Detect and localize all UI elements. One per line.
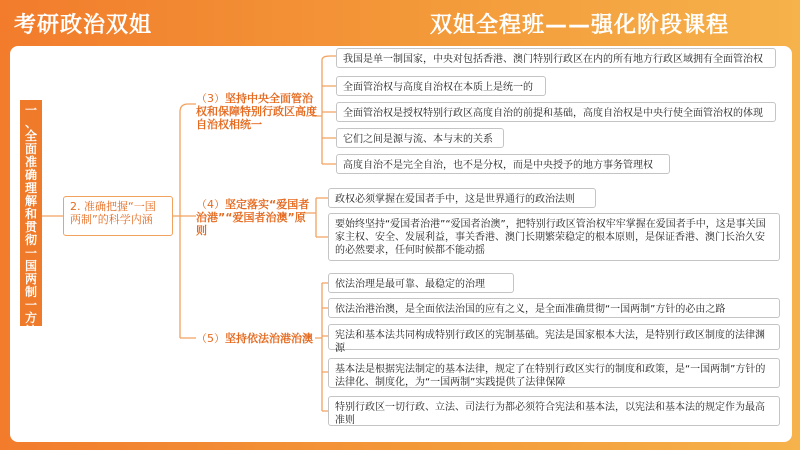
header-right-title: 双姐全程班——强化阶段课程 [430, 13, 730, 38]
sidebar-char: 解 [24, 194, 37, 208]
leaf-3-5: 高度自治不是完全自治，也不是分权，而是中央授予的地方事务管理权 [336, 154, 670, 174]
sidebar-char: 理 [24, 181, 37, 195]
leaf-4-2: 要始终坚持“爱国者治港”“爱国者治澳”，把特别行政区管治权牢牢掌握在爱国者手中，这是事关国家主权、安全、发展利益，事关香港、澳门长期繁荣稳定的根本原则，是保证香港、澳门长治久安的必然要求，任何时候都不能动摇 [328, 213, 780, 261]
sidebar-char: 面 [24, 142, 37, 156]
sidebar-char: 一 [24, 298, 37, 312]
section-one-title [20, 100, 42, 338]
subtopic-3 [196, 92, 320, 131]
sidebar-char: 两 [24, 272, 37, 286]
sidebar-char: 国 [24, 259, 37, 273]
sidebar-char: 贯 [24, 220, 37, 234]
subtopic-5-text: 坚持依法治港治澳 [225, 332, 313, 345]
sidebar-char: 方 [24, 311, 37, 325]
sidebar-char: 全 [24, 129, 37, 143]
leaf-3-2: 全面管治权与高度自治权在本质上是统一的 [336, 76, 546, 96]
subtopic-3-number: （3） [196, 92, 225, 105]
subtopic-4-text: 坚定落实“爱国者治港”“爱国者治澳”原则 [196, 198, 310, 237]
level2-node: 2. 准确把握“一国两制”的科学内涵 [63, 196, 173, 236]
subtopic-5 [196, 332, 320, 345]
leaf-3-1: 我国是单一制国家，中央对包括香港、澳门特别行政区在内的所有地方行政区域拥有全面管治权 [336, 48, 776, 68]
subtopic-4-number: （4） [196, 198, 225, 211]
sidebar-char: 制 [24, 285, 37, 299]
sidebar-char: 一 [24, 246, 37, 260]
leaf-3-4: 它们之间是源与流、本与末的关系 [336, 128, 504, 148]
leaf-5-1: 依法治理是最可靠、最稳定的治理 [328, 273, 514, 293]
leaf-4-1: 政权必须掌握在爱国者手中，这是世界通行的政治法则 [328, 188, 596, 208]
leaf-5-3: 宪法和基本法共同构成特别行政区的宪制基础。宪法是国家根本大法，是特别行政区制度的法律渊源 [328, 324, 780, 350]
subtopic-5-number: （5） [196, 332, 225, 345]
leaf-5-2: 依法治港治澳，是全面依法治国的应有之义，是全面准确贯彻“一国两制”方针的必由之路 [328, 298, 780, 318]
sidebar-char: 一 [24, 103, 37, 117]
leaf-3-3: 全面管治权是授权特别行政区高度自治的前提和基础，高度自治权是中央行使全面管治权的体现 [336, 102, 776, 122]
sidebar-char: 彻 [24, 233, 37, 247]
header-left-title: 考研政治双姐 [14, 13, 153, 38]
sidebar-char: 和 [24, 207, 37, 221]
sidebar-char: 、 [24, 116, 37, 130]
sidebar-char: 确 [24, 168, 37, 182]
sidebar-char: 准 [24, 155, 37, 169]
leaf-5-4: 基本法是根据宪法制定的基本法律，规定了在特别行政区实行的制度和政策，是“一国两制”方针的法律化、制度化，为“一国两制”实践提供了法律保障 [328, 358, 780, 388]
subtopic-3-text: 坚持中央全面管治权和保障特别行政区高度自治权相统一 [196, 92, 317, 131]
leaf-5-5: 特别行政区一切行政、立法、司法行为都必须符合宪法和基本法，以宪法和基本法的规定作为最高准则 [328, 396, 780, 426]
sidebar-char: 针 [24, 324, 37, 338]
subtopic-4 [196, 198, 314, 237]
